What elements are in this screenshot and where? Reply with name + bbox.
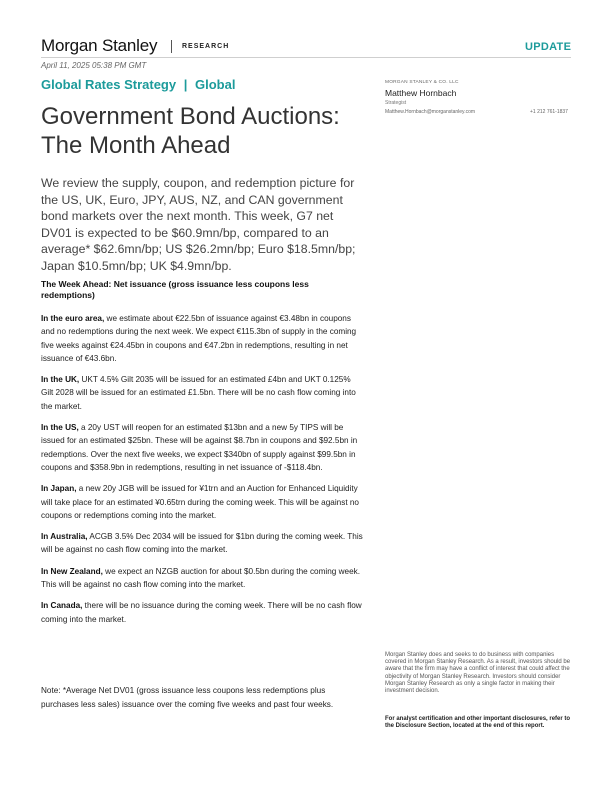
research-label: RESEARCH bbox=[182, 43, 230, 50]
publish-timestamp: April 11, 2025 05:38 PM GMT bbox=[41, 61, 147, 70]
morgan-stanley-logo: Morgan Stanley bbox=[41, 36, 158, 55]
paragraph-uk bbox=[41, 373, 363, 413]
analyst-email-link[interactable]: Matthew.Hornbach@morganstanley.com bbox=[385, 109, 476, 115]
paragraph-euro-area bbox=[41, 312, 363, 365]
paragraph-text: UKT 4.5% Gilt 2035 will be issued for an estimated £4bn and UKT 0.125% Gilt 2028 will be issued for an estimated £1.5bn. There will be no cash flow coming into the market. bbox=[41, 375, 356, 411]
analyst-name: Matthew Hornbach bbox=[385, 88, 457, 98]
strategy-region: Global bbox=[195, 77, 236, 92]
paragraph-lead: In the UK, bbox=[41, 375, 80, 385]
strategy-separator: | bbox=[183, 77, 188, 92]
paragraph-japan bbox=[41, 482, 363, 522]
summary-paragraph: We review the supply, coupon, and redemption picture for the US, UK, Euro, JPY, AUS, NZ, and CAN government bond markets over the next month. This week, G7 net DV01 is expected to be $60.9mn/bp, compared to an average* $62.6mn/bp; US $26.2mn/bp; Euro $18.5mn/bp; Japan $10.5mn/bp; UK $4.9mn/bp. bbox=[41, 176, 356, 273]
strategy-name: Global Rates Strategy bbox=[41, 77, 177, 92]
footnote: Note: *Average Net DV01 (gross issuance less coupons less redemptions plus purchases less sales) issuance over the coming five weeks and past four weeks. bbox=[41, 686, 334, 709]
analyst-phone: +1 212 761-1837 bbox=[530, 109, 568, 115]
update-badge: UPDATE bbox=[525, 41, 572, 53]
logo-divider bbox=[171, 40, 172, 53]
paragraph-australia bbox=[41, 530, 363, 557]
paragraph-canada bbox=[41, 599, 363, 626]
paragraph-lead: In the euro area, bbox=[41, 314, 105, 323]
body-column bbox=[41, 279, 363, 634]
paragraph-text: there will be no issuance during the coming week. There will be no cash flow coming into the market. bbox=[41, 601, 362, 624]
paragraph-text: we expect an NZGB auction for about $0.5bn during the coming week. This will be against no cash flow coming into the market. bbox=[41, 566, 361, 590]
paragraph-lead: In Japan, bbox=[41, 484, 77, 494]
paragraph-new-zealand bbox=[41, 565, 363, 592]
paragraph-text: a 20y UST will reopen for an estimated $13bn and a new 5y TIPS will be issued for an estimated $25bn. These will be against $8.7bn in coupons and $92.5bn in redemptions. Over the next five weeks, we expect $340bn of supply against $99.5bn in coupons and $358.9bn in redemptions, resulting in net issuance of -$118.4bn. bbox=[41, 423, 358, 472]
disclaimer-text: Morgan Stanley does and seeks to do business with companies covered in Morgan Stanley Research. As a result, investors should be aware that the firm may have a conflict of interest that could affect the objectivity of Morgan Stanley Research. Investors should consider Morgan Stanley Research as only a single factor in making their investment decision. bbox=[385, 652, 571, 695]
paragraph-lead: In New Zealand, bbox=[41, 566, 103, 576]
page-title bbox=[41, 102, 361, 160]
section-heading: The Week Ahead: Net issuance (gross issuance less coupons less redemptions) bbox=[41, 279, 309, 300]
strategy-line bbox=[41, 77, 235, 92]
title-line-2: The Month Ahead bbox=[41, 132, 231, 159]
disclosure-notice: For analyst certification and other important disclosures, refer to the Disclosure Section, located at the end of this report. bbox=[385, 716, 571, 730]
header-rule bbox=[41, 57, 571, 58]
paragraph-text: we estimate about €22.5bn of issuance against €3.48bn in coupons and no redemptions during the next week. We expect €115.3bn of supply in the coming five weeks against €24.45bn in coupons and €47.2bn in redemptions, resulting in net issuance of €43.6bn. bbox=[41, 314, 357, 363]
paragraph-text: a new 20y JGB will be issued for ¥1trn and an Auction for Enhanced Liquidity will take place for an estimated ¥0.65trn during the coming week. This will be against no coupons or redemptions coming into the market. bbox=[41, 484, 359, 520]
paragraph-lead: In the US, bbox=[41, 423, 79, 433]
paragraph-lead: In Canada, bbox=[41, 601, 83, 611]
analyst-role: Strategist bbox=[385, 100, 407, 106]
paragraph-lead: In Australia, bbox=[41, 532, 88, 542]
title-line-1: Government Bond Auctions: bbox=[41, 103, 340, 130]
paragraph-text: ACGB 3.5% Dec 2034 will be issued for $1bn during the coming week. This will be against no cash flow coming into the market. bbox=[41, 532, 363, 555]
paragraph-us bbox=[41, 421, 363, 474]
analyst-company: MORGAN STANLEY & CO. LLC bbox=[385, 80, 459, 85]
